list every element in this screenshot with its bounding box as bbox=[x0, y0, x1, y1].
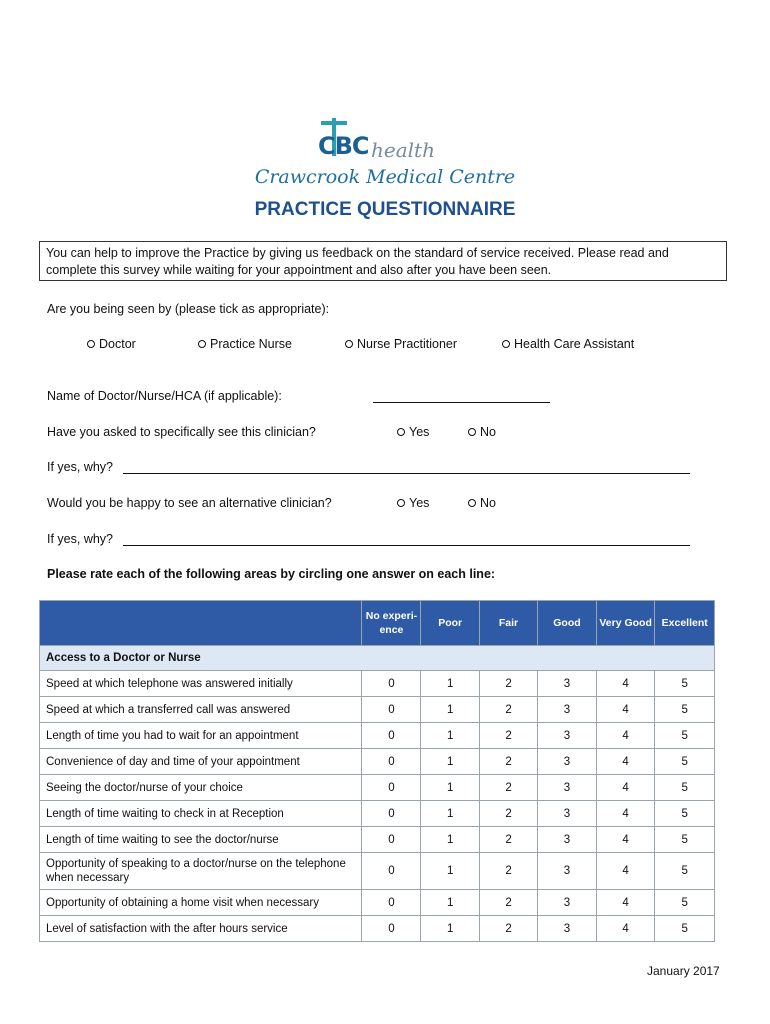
score-option-3[interactable]: 3 bbox=[538, 853, 597, 890]
table-header-row bbox=[40, 601, 715, 646]
table-row bbox=[40, 723, 715, 749]
table-row bbox=[40, 801, 715, 827]
score-option-0[interactable]: 0 bbox=[362, 827, 421, 853]
header-blank bbox=[40, 601, 362, 646]
intro-text: You can help to improve the Practice by giving us feedback on the standard of service received. Please read and complete this survey while waiting for your appointment and also after you have been seen. bbox=[46, 246, 669, 277]
score-option-2[interactable]: 2 bbox=[479, 697, 537, 723]
question-cell: Length of time you had to wait for an appointment bbox=[40, 723, 362, 749]
question-cell: Seeing the doctor/nurse of your choice bbox=[40, 775, 362, 801]
question-cell: Convenience of day and time of your appointment bbox=[40, 749, 362, 775]
score-option-2[interactable]: 2 bbox=[479, 801, 537, 827]
score-option-0[interactable]: 0 bbox=[362, 916, 421, 942]
score-option-3[interactable]: 3 bbox=[538, 775, 597, 801]
radio-circle-icon bbox=[345, 340, 353, 348]
radio-alternative-yes[interactable] bbox=[397, 496, 429, 510]
score-option-1[interactable]: 1 bbox=[421, 827, 479, 853]
table-row bbox=[40, 671, 715, 697]
score-option-1[interactable]: 1 bbox=[421, 723, 479, 749]
header-fair: Fair bbox=[479, 601, 537, 646]
score-option-5[interactable]: 5 bbox=[655, 749, 715, 775]
radio-nurse-practitioner[interactable] bbox=[345, 337, 457, 351]
question-cell: Opportunity of obtaining a home visit when necessary bbox=[40, 890, 362, 916]
score-option-1[interactable]: 1 bbox=[421, 749, 479, 775]
question-cell: Length of time waiting to see the doctor/nurse bbox=[40, 827, 362, 853]
table-row bbox=[40, 853, 715, 890]
if-yes-why-label-2: If yes, why? bbox=[47, 532, 113, 546]
header-good: Good bbox=[538, 601, 597, 646]
score-option-0[interactable]: 0 bbox=[362, 697, 421, 723]
score-option-0[interactable]: 0 bbox=[362, 890, 421, 916]
table-row bbox=[40, 827, 715, 853]
table-row bbox=[40, 916, 715, 942]
logo-letters: CBC bbox=[318, 132, 369, 160]
cbc-health-logo bbox=[318, 118, 438, 163]
section-row bbox=[40, 646, 715, 671]
section-label: Access to a Doctor or Nurse bbox=[40, 646, 715, 671]
radio-circle-icon bbox=[468, 428, 476, 436]
score-option-4[interactable]: 4 bbox=[596, 671, 655, 697]
score-option-3[interactable]: 3 bbox=[538, 890, 597, 916]
clinician-name-field[interactable] bbox=[373, 401, 550, 403]
score-option-5[interactable]: 5 bbox=[655, 671, 715, 697]
clinician-name-label: Name of Doctor/Nurse/HCA (if applicable): bbox=[47, 389, 282, 403]
score-option-0[interactable]: 0 bbox=[362, 801, 421, 827]
if-yes-why-field-2[interactable] bbox=[123, 544, 690, 546]
footer-date: January 2017 bbox=[647, 964, 720, 978]
score-option-4[interactable]: 4 bbox=[596, 853, 655, 890]
question-cell: Level of satisfaction with the after hours service bbox=[40, 916, 362, 942]
score-option-5[interactable]: 5 bbox=[655, 827, 715, 853]
score-option-0[interactable]: 0 bbox=[362, 853, 421, 890]
score-option-1[interactable]: 1 bbox=[421, 775, 479, 801]
specific-clinician-question: Have you asked to specifically see this clinician? bbox=[47, 425, 316, 439]
if-yes-why-label-1: If yes, why? bbox=[47, 460, 113, 474]
radio-circle-icon bbox=[87, 340, 95, 348]
table-row bbox=[40, 697, 715, 723]
radio-label: No bbox=[480, 496, 496, 510]
score-option-0[interactable]: 0 bbox=[362, 723, 421, 749]
radio-specific-no[interactable] bbox=[468, 425, 496, 439]
radio-circle-icon bbox=[502, 340, 510, 348]
radio-label: Yes bbox=[409, 496, 430, 510]
score-option-0[interactable]: 0 bbox=[362, 775, 421, 801]
score-option-2[interactable]: 2 bbox=[479, 853, 537, 890]
radio-circle-icon bbox=[468, 499, 476, 507]
score-option-3[interactable]: 3 bbox=[538, 801, 597, 827]
radio-health-care-assistant[interactable] bbox=[502, 337, 634, 351]
score-option-2[interactable]: 2 bbox=[479, 890, 537, 916]
score-option-3[interactable]: 3 bbox=[538, 723, 597, 749]
score-option-1[interactable]: 1 bbox=[421, 890, 479, 916]
logo-health-text: health bbox=[371, 138, 435, 162]
if-yes-why-field-1[interactable] bbox=[123, 472, 690, 474]
score-option-1[interactable]: 1 bbox=[421, 801, 479, 827]
score-option-4[interactable]: 4 bbox=[596, 801, 655, 827]
rating-table bbox=[39, 600, 715, 942]
score-option-5[interactable]: 5 bbox=[655, 890, 715, 916]
header-very-good: Very Good bbox=[596, 601, 655, 646]
radio-label: Health Care Assistant bbox=[514, 337, 635, 351]
score-option-3[interactable]: 3 bbox=[538, 749, 597, 775]
centre-name: Crawcrook Medical Centre bbox=[254, 166, 516, 188]
radio-label: Practice Nurse bbox=[210, 337, 292, 351]
score-option-2[interactable]: 2 bbox=[479, 775, 537, 801]
score-option-5[interactable]: 5 bbox=[655, 801, 715, 827]
page-title: PRACTICE QUESTIONNAIRE bbox=[254, 199, 516, 220]
table-row bbox=[40, 775, 715, 801]
score-option-2[interactable]: 2 bbox=[479, 916, 537, 942]
radio-practice-nurse[interactable] bbox=[198, 337, 292, 351]
table-row bbox=[40, 749, 715, 775]
radio-label: Nurse Practitioner bbox=[357, 337, 458, 351]
score-option-2[interactable]: 2 bbox=[479, 723, 537, 749]
radio-circle-icon bbox=[397, 499, 405, 507]
radio-label: Yes bbox=[409, 425, 430, 439]
radio-circle-icon bbox=[198, 340, 206, 348]
score-option-0[interactable]: 0 bbox=[362, 749, 421, 775]
radio-circle-icon bbox=[397, 428, 405, 436]
score-option-2[interactable]: 2 bbox=[479, 749, 537, 775]
radio-doctor[interactable] bbox=[87, 337, 136, 351]
score-option-4[interactable]: 4 bbox=[596, 749, 655, 775]
score-option-4[interactable]: 4 bbox=[596, 775, 655, 801]
score-option-4[interactable]: 4 bbox=[596, 890, 655, 916]
score-option-2[interactable]: 2 bbox=[479, 671, 537, 697]
question-cell: Length of time waiting to check in at Reception bbox=[40, 801, 362, 827]
score-option-1[interactable]: 1 bbox=[421, 853, 479, 890]
header-excellent: Excellent bbox=[655, 601, 715, 646]
score-option-3[interactable]: 3 bbox=[538, 827, 597, 853]
rating-instruction: Please rate each of the following areas by circling one answer on each line: bbox=[47, 567, 496, 581]
table-row bbox=[40, 890, 715, 916]
header-poor: Poor bbox=[421, 601, 479, 646]
score-option-5[interactable]: 5 bbox=[655, 723, 715, 749]
header-no-experience: No experi- ence bbox=[362, 601, 421, 646]
score-option-4[interactable]: 4 bbox=[596, 916, 655, 942]
score-option-5[interactable]: 5 bbox=[655, 775, 715, 801]
score-option-1[interactable]: 1 bbox=[421, 671, 479, 697]
question-cell: Opportunity of speaking to a doctor/nurse on the telephone when necessary bbox=[40, 853, 362, 890]
question-cell: Speed at which telephone was answered initially bbox=[40, 671, 362, 697]
score-option-5[interactable]: 5 bbox=[655, 697, 715, 723]
score-option-4[interactable]: 4 bbox=[596, 723, 655, 749]
seen-by-question: Are you being seen by (please tick as appropriate): bbox=[47, 302, 330, 316]
radio-specific-yes[interactable] bbox=[397, 425, 429, 439]
question-cell: Speed at which a transferred call was answered bbox=[40, 697, 362, 723]
score-option-4[interactable]: 4 bbox=[596, 697, 655, 723]
score-option-3[interactable]: 3 bbox=[538, 916, 597, 942]
radio-label: No bbox=[480, 425, 496, 439]
alternative-clinician-question: Would you be happy to see an alternative clinician? bbox=[47, 496, 332, 510]
radio-label: Doctor bbox=[99, 337, 136, 351]
score-option-0[interactable]: 0 bbox=[362, 671, 421, 697]
score-option-3[interactable]: 3 bbox=[538, 671, 597, 697]
score-option-2[interactable]: 2 bbox=[479, 827, 537, 853]
score-option-1[interactable]: 1 bbox=[421, 697, 479, 723]
intro-box bbox=[39, 241, 727, 281]
score-option-4[interactable]: 4 bbox=[596, 827, 655, 853]
score-option-3[interactable]: 3 bbox=[538, 697, 597, 723]
score-option-1[interactable]: 1 bbox=[421, 916, 479, 942]
radio-alternative-no[interactable] bbox=[468, 496, 496, 510]
score-option-5[interactable]: 5 bbox=[655, 853, 715, 890]
score-option-5[interactable]: 5 bbox=[655, 916, 715, 942]
